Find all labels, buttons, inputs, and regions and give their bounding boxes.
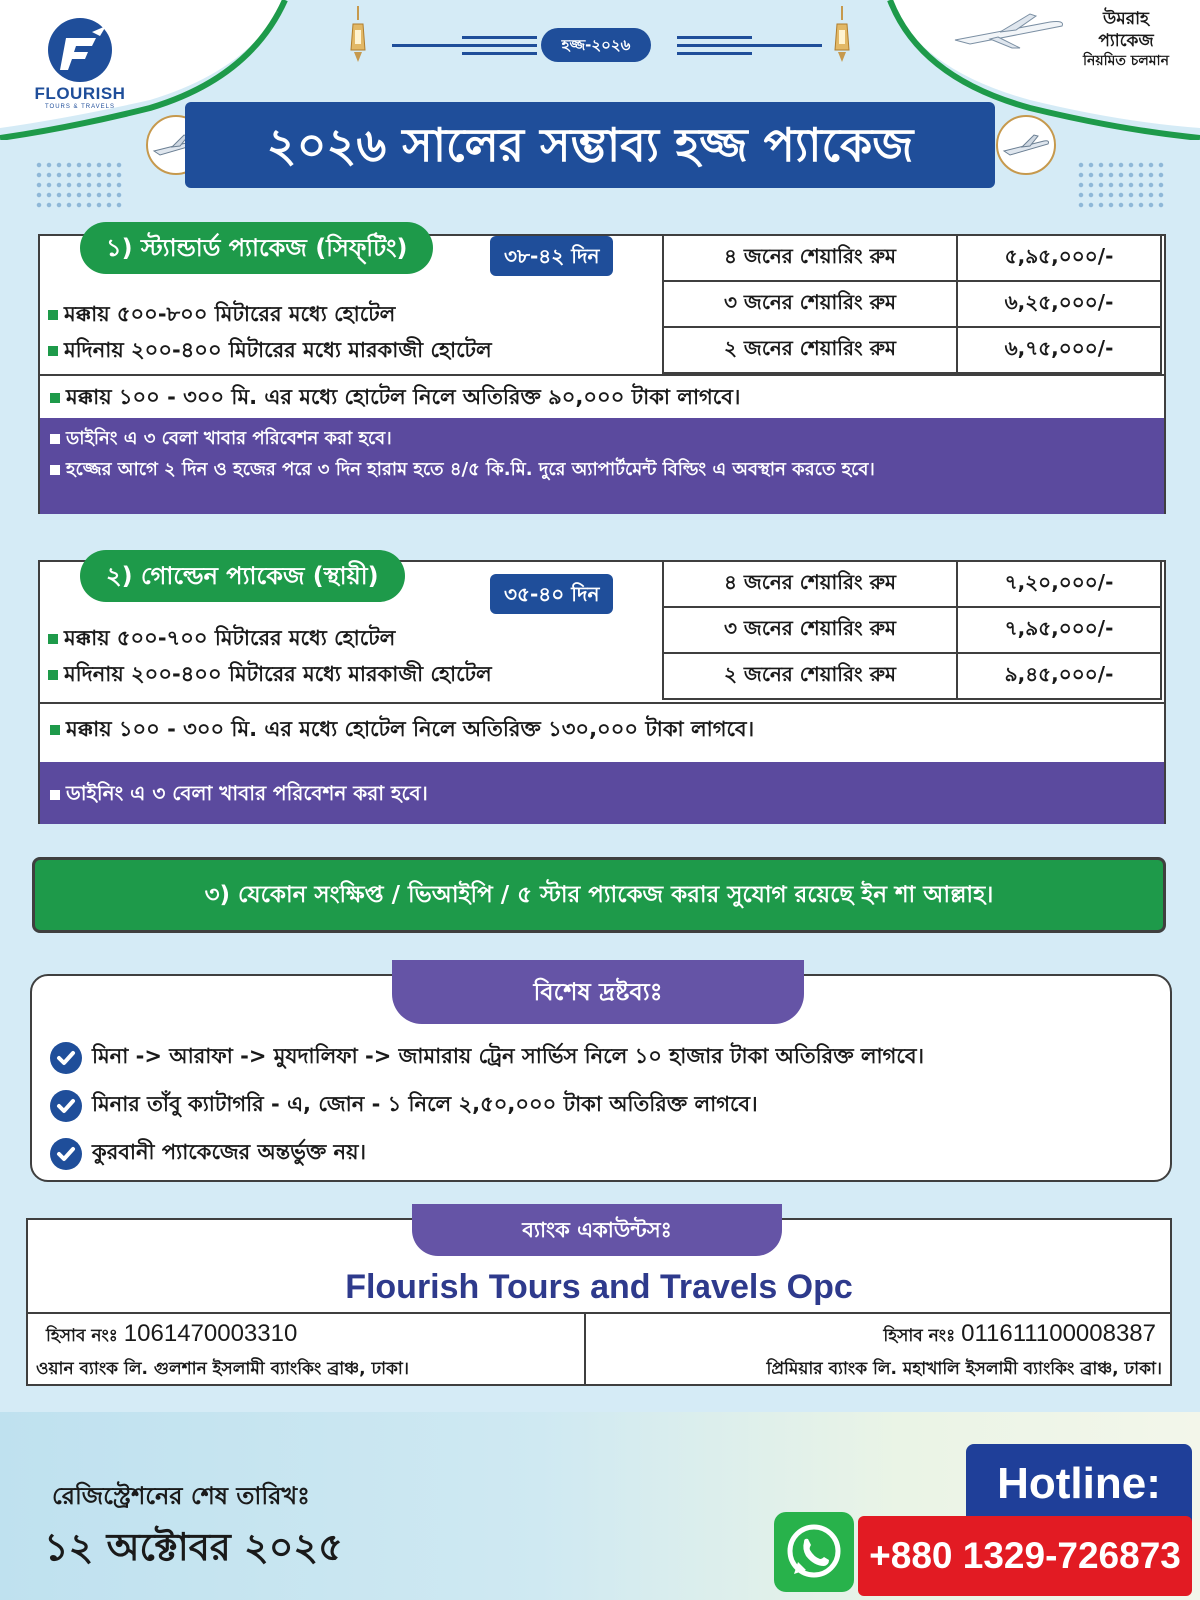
check-icon bbox=[50, 1090, 82, 1122]
bank-accounts-title: ব্যাংক একাউন্টসঃ bbox=[412, 1204, 782, 1256]
check-icon bbox=[50, 1138, 82, 1170]
room-price: ৬,২৫,০০০/- bbox=[957, 281, 1161, 327]
brand-tagline: TOURS & TRAVELS bbox=[44, 104, 116, 110]
decorative-dots bbox=[34, 160, 122, 208]
account-number: হিসাব নংঃ 1061470003310 bbox=[46, 1320, 298, 1347]
hotline-label: Hotline: bbox=[966, 1444, 1192, 1524]
extra-cost-row: মক্কায় ১০০ - ৩০০ মি. এর মধ্যে হোটেল নিলে অতিরিক্ত ১৩০,০০০ টাকা লাগবে। bbox=[40, 702, 1164, 754]
room-type: ২ জনের শেয়ারিং রুম bbox=[663, 653, 957, 699]
service-note: ডাইনিং এ ৩ বেলা খাবার পরিবেশন করা হবে। bbox=[50, 424, 1154, 455]
room-type: ৩ জনের শেয়ারিং রুম bbox=[663, 607, 957, 653]
room-type: ৩ জনের শেয়ারিং রুম bbox=[663, 281, 957, 327]
vip-package-banner: ৩) যেকোন সংক্ষিপ্ত / ভিআইপি / ৫ স্টার প্যাকেজ করার সুযোগ রয়েছে ইন শা আল্লাহ। bbox=[32, 857, 1166, 933]
umrah-line3: নিয়মিত চলমান bbox=[1083, 53, 1169, 70]
lantern-icon bbox=[834, 6, 850, 64]
duration-badge: ৩৫-৪০ দিন bbox=[490, 574, 613, 614]
airplane-icon bbox=[996, 115, 1056, 175]
room-price: ৯,৪৫,০০০/- bbox=[957, 653, 1161, 699]
check-icon bbox=[50, 1042, 82, 1074]
whatsapp-icon[interactable] bbox=[774, 1512, 854, 1592]
table-row bbox=[663, 281, 1161, 327]
year-badge: হজ্জ-২০২৬ bbox=[541, 28, 651, 62]
umrah-notice bbox=[1066, 8, 1186, 70]
room-type: ৪ জনের শেয়ারিং রুম bbox=[663, 561, 957, 607]
table-row bbox=[663, 327, 1161, 373]
logo-icon bbox=[48, 18, 112, 82]
airplane-icon bbox=[950, 10, 1070, 50]
account-bank: ওয়ান ব্যাংক লি. গুলশান ইসলামী ব্যাংকিং ব্রাঞ্চ, ঢাকা। bbox=[36, 1359, 409, 1379]
brand-name: FLOURISH bbox=[34, 84, 126, 103]
room-price: ৭,৯৫,০০০/- bbox=[957, 607, 1161, 653]
umrah-line2: প্যাকেজ bbox=[1098, 31, 1154, 52]
price-table bbox=[662, 560, 1162, 700]
bank-company-name: Flourish Tours and Travels Opc bbox=[345, 1268, 853, 1306]
hotel-line: মদিনায় ২০০-৪০০ মিটারের মধ্যে মারকাজী হোটেল bbox=[48, 658, 492, 693]
price-table bbox=[662, 234, 1162, 374]
room-price: ৭,২০,০০০/- bbox=[957, 561, 1161, 607]
room-type: ২ জনের শেয়ারিং রুম bbox=[663, 327, 957, 373]
account-number: হিসাব নংঃ 011611100008387 bbox=[883, 1320, 1156, 1347]
table-row bbox=[663, 653, 1161, 699]
registration-label: রেজিস্ট্রেশনের শেষ তারিখঃ bbox=[52, 1482, 310, 1510]
divider bbox=[584, 1314, 586, 1386]
note-item: মিনার তাঁবু ক্যাটাগরি - এ, জোন - ১ নিলে ২,৫০,০০০ টাকা অতিরিক্ত লাগবে। bbox=[50, 1088, 758, 1123]
account-bank: প্রিমিয়ার ব্যাংক লি. মহাখালি ইসলামী ব্যাংকিং ব্রাঞ্চ, ঢাকা। bbox=[766, 1359, 1162, 1379]
table-row bbox=[663, 607, 1161, 653]
table-row bbox=[663, 235, 1161, 281]
room-price: ৬,৭৫,০০০/- bbox=[957, 327, 1161, 373]
table-row bbox=[663, 561, 1161, 607]
extra-cost-row: মক্কায় ১০০ - ৩০০ মি. এর মধ্যে হোটেল নিলে অতিরিক্ত ৯০,০০০ টাকা লাগবে। bbox=[40, 374, 1164, 418]
room-type: ৪ জনের শেয়ারিং রুম bbox=[663, 235, 957, 281]
package-card-standard bbox=[38, 234, 1166, 514]
hotel-line: মক্কায় ৫০০-৭০০ মিটারের মধ্যে হোটেল bbox=[48, 622, 395, 657]
lantern-icon bbox=[350, 6, 366, 64]
package-title: ১) স্ট্যান্ডার্ড প্যাকেজ (সিফ্‌টিং) bbox=[80, 222, 433, 274]
duration-badge: ৩৮-৪২ দিন bbox=[490, 236, 613, 276]
service-notes bbox=[40, 418, 1164, 514]
page-title: ২০২৬ সালের সম্ভাব্য হজ্জ প্যাকেজ bbox=[185, 102, 995, 188]
special-notes-title: বিশেষ দ্রষ্টব্যঃ bbox=[392, 960, 804, 1024]
divider bbox=[28, 1312, 1170, 1314]
hotline-number[interactable]: +880 1329-726873 bbox=[858, 1516, 1192, 1596]
note-item: মিনা -> আরাফা -> মুযদালিফা -> জামারায় ট্রেন সার্ভিস নিলে ১০ হাজার টাকা অতিরিক্ত লাগবে। bbox=[50, 1040, 924, 1075]
umrah-line1: উমরাহ bbox=[1103, 9, 1149, 29]
registration-date: ১২ অক্টোবর ২০২৫ bbox=[44, 1525, 343, 1569]
service-notes bbox=[40, 762, 1164, 824]
decorative-dots bbox=[1076, 160, 1164, 208]
hotel-line: মক্কায় ৫০০-৮০০ মিটারের মধ্যে হোটেল bbox=[48, 298, 395, 333]
brand-logo bbox=[30, 18, 130, 110]
service-note: ডাইনিং এ ৩ বেলা খাবার পরিবেশন করা হবে। bbox=[50, 768, 1154, 818]
room-price: ৫,৯৫,০০০/- bbox=[957, 235, 1161, 281]
package-title: ২) গোল্ডেন প্যাকেজ (স্থায়ী) bbox=[80, 550, 405, 602]
note-item: কুরবানী প্যাকেজের অন্তর্ভুক্ত নয়। bbox=[50, 1136, 366, 1171]
hotel-line: মদিনায় ২০০-৪০০ মিটারের মধ্যে মারকাজী হোটেল bbox=[48, 334, 492, 369]
service-note: হজ্জের আগে ২ দিন ও হজের পরে ৩ দিন হারাম হতে ৪/৫ কি.মি. দুরে অ্যাপার্টমেন্ট বিল্ডিং এ অবস্থান করতে হবে। bbox=[50, 455, 1154, 486]
